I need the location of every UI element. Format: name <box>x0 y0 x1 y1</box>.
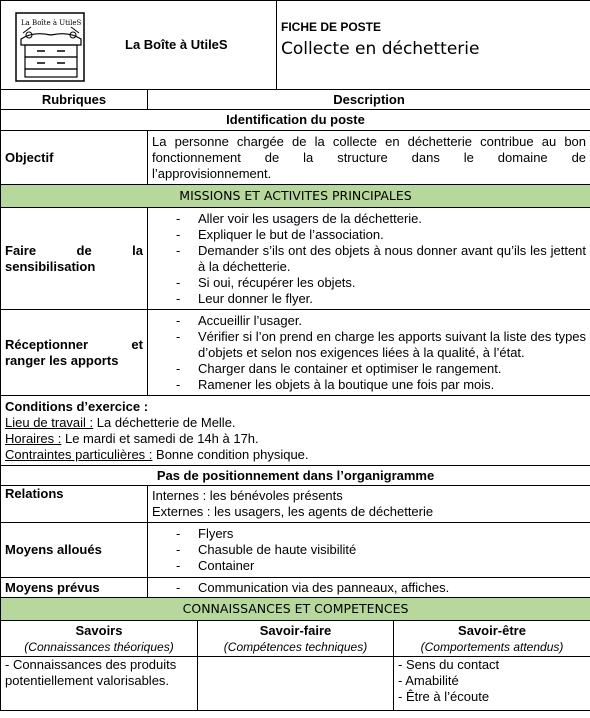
section-missions: MISSIONS ET ACTIVITES PRINCIPALES <box>1 185 590 208</box>
section-organigramme: Pas de positionnement dans l’organigramme <box>1 466 590 486</box>
list-item: - Leur donner le flyer. <box>152 291 586 307</box>
list-item: - Vérifier si l’on prend en charge les apports suivant la liste des types d’objets et selon nos exigences liées à la qualité, à l’état. <box>152 329 586 361</box>
moyens-alloues-label: Moyens alloués <box>1 523 148 578</box>
sensibilisation-list <box>152 211 586 307</box>
relations-label: Relations <box>1 486 148 523</box>
list-item: - Flyers <box>152 526 586 542</box>
savoir-faire-header <box>198 621 394 657</box>
list-item: - Si oui, récupérer les objets. <box>152 275 586 291</box>
objectif-description <box>148 131 590 185</box>
list-item: - Container <box>152 558 586 574</box>
list-item: - Expliquer le but de l’association. <box>152 227 586 243</box>
list-item: - Chasuble de haute visibilité <box>152 542 586 558</box>
list-item: - Ramener les objets à la boutique une fois par mois. <box>152 377 586 393</box>
relations-line: Internes : les bénévoles présents <box>152 488 343 503</box>
label-line: sensibilisation <box>5 258 96 274</box>
header-table <box>0 0 590 90</box>
moyens-alloues-list <box>152 526 586 574</box>
section-competences: CONNAISSANCES ET COMPETENCES <box>1 598 590 621</box>
conditions-horaires <box>5 431 586 447</box>
col-header-description: Description <box>148 90 590 110</box>
horaires-value: Le mardi et samedi de 14h à 17h. <box>61 430 259 446</box>
savoir-etre-item: - Être à l’écoute <box>398 689 490 704</box>
savoir-faire-title: Savoir-faire <box>259 622 332 638</box>
savoir-etre-content <box>394 657 590 711</box>
apports-label <box>1 310 148 396</box>
savoirs-content: - Connaissances des produits potentiellement valorisables. <box>1 657 198 711</box>
relations-line: Externes : les usagers, les agents de déchetterie <box>152 504 434 519</box>
list-item: - Aller voir les usagers de la déchetterie. <box>152 211 586 227</box>
list-item: - Demander s’ils ont des objets à nous donner avant qu’ils les jettent à la déchetterie. <box>152 243 586 275</box>
savoirs-title: Savoirs <box>75 622 123 638</box>
lieu-value: La déchetterie de Melle. <box>93 414 236 430</box>
label-line: Faire de la <box>5 242 143 258</box>
apports-list <box>152 313 586 393</box>
savoir-etre-item: - Sens du contact <box>398 657 500 672</box>
relations-cell <box>148 486 590 523</box>
logo-lettering: La Boîte à UtileS <box>21 19 82 27</box>
logo-cell <box>1 1 277 90</box>
label-line: ranger les apports <box>5 352 119 368</box>
list-item: - Accueillir l’usager. <box>152 313 586 329</box>
conditions-cell <box>1 396 590 466</box>
conditions-title: Conditions d’exercice : <box>5 398 149 414</box>
objectif-line: l’approvisionnement. <box>152 165 272 181</box>
label-line: Réceptionner et <box>5 336 143 352</box>
main-table <box>0 89 590 711</box>
savoirs-subtitle: (Connaissances théoriques) <box>24 639 174 654</box>
savoir-etre-item: - Amabilité <box>398 673 459 688</box>
sensibilisation-list-cell <box>148 208 590 310</box>
savoir-etre-subtitle: (Comportements attendus) <box>420 639 564 654</box>
savoir-faire-subtitle: (Compétences techniques) <box>223 639 368 654</box>
list-item: - Charger dans le container et optimiser le rangement. <box>152 361 586 377</box>
savoir-faire-content <box>198 657 394 711</box>
objectif-line: La personne chargée de la collecte en déchetterie contribue au bon <box>152 133 587 149</box>
objectif-label: Objectif <box>1 131 148 185</box>
moyens-prevus-list <box>152 580 586 596</box>
savoirs-header <box>1 621 198 657</box>
savoir-etre-header <box>394 621 590 657</box>
conditions-lieu <box>5 415 586 431</box>
moyens-prevus-label: Moyens prévus <box>1 578 148 598</box>
moyens-alloues-cell <box>148 523 590 578</box>
fiche-title-cell <box>277 1 590 90</box>
savoir-etre-title: Savoir-être <box>458 622 526 638</box>
lieu-label: Lieu de travail : <box>5 414 94 430</box>
fiche-title: Collecte en déchetterie <box>281 39 480 59</box>
sensibilisation-label <box>1 208 148 310</box>
contraintes-label: Contraintes particulières : <box>5 446 153 462</box>
list-item: - Communication via des panneaux, affiches. <box>152 580 586 596</box>
section-identification: Identification du poste <box>1 110 590 131</box>
org-name: La Boîte à UtileS <box>125 37 228 52</box>
apports-list-cell <box>148 310 590 396</box>
fiche-label: FICHE DE POSTE <box>281 20 382 34</box>
contraintes-value: Bonne condition physique. <box>152 446 309 462</box>
col-header-rubriques: Rubriques <box>1 90 148 110</box>
horaires-label: Horaires : <box>5 430 62 446</box>
toolbox-logo-icon <box>13 5 89 85</box>
moyens-prevus-cell <box>148 578 590 598</box>
conditions-contraintes <box>5 447 586 463</box>
objectif-line: fonctionnement de la structure dans le domaine de <box>152 149 587 165</box>
